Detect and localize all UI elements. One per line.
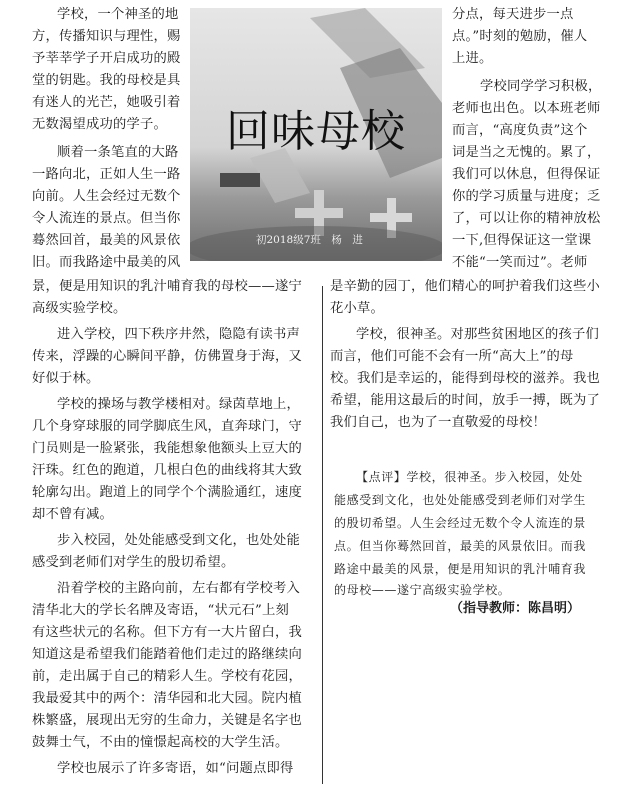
text-line: 感受到老师们对学生的殷切希望。: [32, 555, 235, 570]
column-divider: [322, 286, 323, 784]
text-line: 学校也展示了许多寄语，如“问题点即得: [57, 761, 294, 776]
text-line: 无数渴望成功的学子。: [32, 117, 167, 132]
text-line: 有这些状元的名称。但下方有一大片留白，我: [32, 625, 302, 640]
text-line: 上进。: [452, 51, 493, 66]
comment-line: 的母校——遂宁高级实验学校。: [334, 583, 511, 597]
text-line: 前，走出属于自己的精彩人生。学校有花园，: [32, 669, 302, 684]
advisor-credit: （指导教师：陈昌明）: [450, 601, 581, 616]
text-line: 学校的操场与教学楼相对。绿茵草地上，: [57, 397, 300, 412]
text-line: 沿着学校的主路向前，左右都有学校考入: [57, 581, 300, 596]
text-line: 顺着一条笔直的大路: [57, 145, 179, 160]
text-line: 花小草。: [330, 301, 384, 316]
figure-title: 回味母校: [226, 106, 406, 157]
text-line: 分点，每天进步一点: [452, 7, 574, 22]
text-line: 是辛勤的园丁，他们精心的呵护着我们这些小: [330, 279, 600, 294]
comment-line: 能感受到文化，也处处能感受到老师们对学生: [334, 493, 587, 507]
text-line: 学校，很神圣。对那些贫困地区的孩子们: [356, 327, 599, 342]
text-line: 高级实验学校。: [32, 301, 127, 316]
text-line: 步入校园，处处能感受到文化，也处处能: [57, 533, 300, 548]
comment-line: 点。但当你蓦然回首，最美的风景依旧。而我: [334, 539, 587, 553]
text-line: 不能“一笑而过”。老师: [452, 255, 588, 270]
comment-line: 【点评】学校，很神圣。步入校园，处处: [356, 470, 583, 484]
text-line: 景，便是用知识的乳汁哺育我的母校——遂宁: [32, 279, 302, 294]
text-line: 方，传播知识与理性，赐: [32, 29, 181, 44]
comment-line: 路途中最美的风景，便是用知识的乳汁哺育我: [334, 562, 587, 576]
text-line: 旧。而我路途中最美的风: [32, 255, 181, 270]
comment-line: 的殷切希望。人生会经过无数个令人流连的景: [334, 516, 587, 530]
text-line: 好似于林。: [32, 371, 100, 386]
text-line: 一路向北，正如人生一路: [32, 167, 181, 182]
text-line: 我最爱其中的两个：清华园和北大园。院内植: [32, 691, 302, 706]
text-line: 词是当之无愧的。累了，: [452, 145, 601, 160]
text-line: 校。我们是幸运的，能得到母校的滋养。我也: [330, 371, 600, 386]
text-line: 汗珠。红色的跑道，几根白色的曲线将其大致: [32, 463, 302, 478]
text-line: 堂的钥匙。我的母校是具: [32, 73, 181, 88]
text-line: 予莘莘学子开启成功的殿: [32, 51, 181, 66]
text-line: 一下,但得保证这一堂课: [452, 233, 592, 248]
text-line: 学校，一个神圣的地: [57, 7, 179, 22]
author-caption: 初2018级7班 杨 进: [256, 234, 363, 246]
text-line: 有迷人的光芒，她吸引着: [32, 95, 181, 110]
text-line: 传来，浮躁的心瞬间平静，仿佛置身于海，又: [32, 349, 302, 364]
text-line: 而言，“高度负责”这个: [452, 123, 588, 138]
text-line: 门员则是一脸紧张，我能想象他额头上豆大的: [32, 441, 302, 456]
text-line: 学校同学学习积极，: [480, 79, 602, 94]
text-line: 向前。人生会经过无数个: [32, 189, 181, 204]
text-line: 而言，他们可能不会有一所“高大上”的母: [330, 349, 574, 364]
text-line: 令人流连的景点。但当你: [32, 211, 181, 226]
header-image: [190, 8, 442, 261]
text-line: 几个身穿球服的同学脚底生风，直奔球门，守: [32, 419, 302, 434]
text-line: 我们可以休息，但得保证: [452, 167, 601, 182]
text-line: 希望，能用这最后的时间，放手一搏，既为了: [330, 393, 600, 408]
text-line: 你的学习质量与进度；乏: [452, 189, 601, 204]
text-line: 老师也出色。以本班老师: [452, 101, 601, 116]
text-line: 了，可以让你的精神放松: [452, 211, 601, 226]
text-line: 却不曾有减。: [32, 507, 113, 522]
text-line: 蓦然回首，最美的风景依: [32, 233, 181, 248]
text-line: 进入学校，四下秩序井然，隐隐有读书声: [57, 327, 300, 342]
text-line: 轮廓勾出。跑道上的同学个个满脸通红，速度: [32, 485, 302, 500]
text-line: 鼓舞士气，不由的憧憬起高校的大学生活。: [32, 735, 289, 750]
text-line: 株繁盛，展现出无穷的生命力，关键是名字也: [32, 713, 302, 728]
text-line: 知道这是希望我们能踏着他们走过的路继续向: [32, 647, 302, 662]
text-line: 清华北大的学长名牌及寄语，“状元石”上刻: [32, 603, 289, 618]
text-line: 我们自己，也为了一直敬爱的母校！: [330, 415, 546, 430]
text-line: 点。”时刻的勉励，催人: [452, 29, 588, 44]
